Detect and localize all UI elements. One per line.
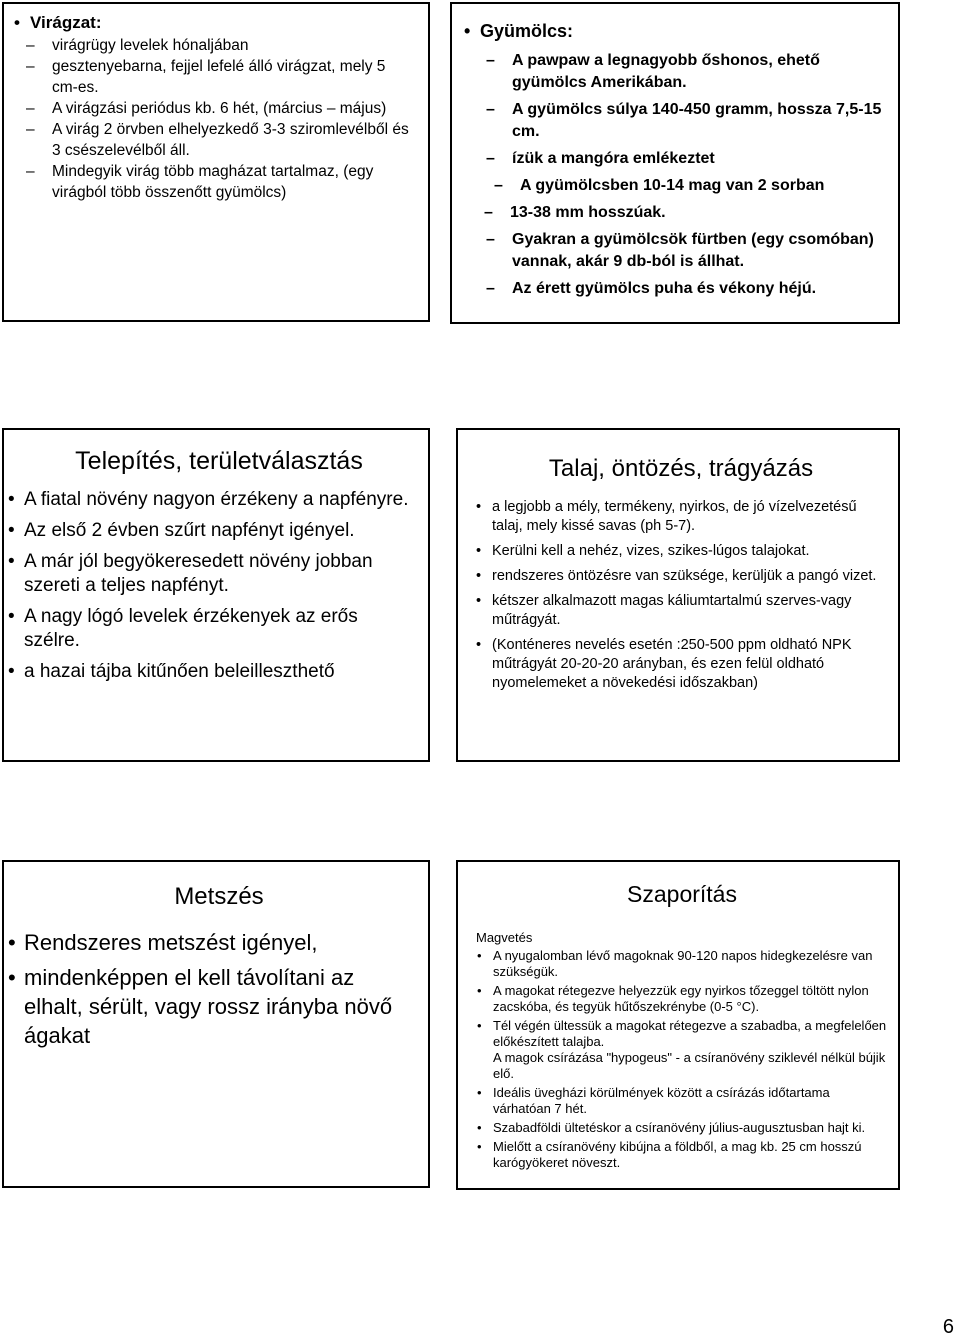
list-item: • (Konténeres nevelés esetén :250-500 ppm oldható NPK műtrágyát 20-20-20 arányban, és ezen felül oldható nyomelemeket a növekedési időszakban) [492, 636, 886, 693]
slide-title: Szaporítás [627, 881, 737, 907]
slide-metszes [2, 860, 430, 1188]
list-item: – Gyakran a gyümölcsök fürtben (egy csomóban) vannak, akár 9 db-ból is állhat. [512, 229, 884, 273]
list-item: – A pawpaw a legnagyobb őshonos, ehető gyümölcs Amerikában. [512, 50, 884, 94]
list-item: – A gyümölcs súlya 140-450 gramm, hossza 7,5-15 cm. [512, 99, 884, 143]
list-item: – A virág 2 örvben elhelyezkedő 3-3 sziromlevélből és 3 csészelevélből áll. [52, 119, 414, 161]
slide-gyumolcs [450, 2, 900, 324]
list-item: • Mielőtt a csíranövény kibújna a földből, a mag kb. 25 cm hosszú karógyökeret növeszt. [493, 1139, 888, 1171]
list-item: • a hazai tájba kitűnően beleilleszthető [24, 660, 414, 684]
list-item: – A gyümölcsben 10-14 mag van 2 sorban [520, 175, 884, 197]
list-item: – gesztenyebarna, fejjel lefelé álló virágzat, mely 5 cm-es. [52, 56, 414, 98]
list-item: • A már jól begyökeresedett növény jobban szereti a teljes napfényt. [24, 550, 414, 598]
list-item: • a legjobb a mély, termékeny, nyirkos, de jó vízelvezetésű talaj, mely kissé savas (ph 5-7). [492, 498, 886, 536]
list-item: – virágrügy levelek hónaljában [52, 35, 414, 56]
list-item-text: Tél végén ültessük a magokat rétegezve a szabadba, a megfelelően előkészített talajba. [493, 1018, 887, 1049]
slide-talaj [456, 428, 900, 762]
list-item: • A magokat rétegezve helyezzük egy nyirkos tőzeggel töltött nylon zacskóba, és tegyük hűtőszekrénybe (0-5 °C). [493, 983, 888, 1015]
list-item-note: A magok csírázása "hypogeus" - a csíranövény sziklevél nélkül bújik elő. [493, 1050, 886, 1081]
list-item: • kétszer alkalmazott magas káliumtartalmú szerves-vagy műtrágyát. [492, 592, 886, 630]
list-item: • rendszeres öntözésre van szüksége, kerüljük a pangó vizet. [492, 567, 886, 586]
list-item: – 13-38 mm hosszúak. [510, 202, 884, 224]
slide-szaporitas [456, 860, 900, 1190]
list-item: • Kerülni kell a nehéz, vizes, szikes-lúgos talajokat. [492, 542, 886, 561]
list-item: • A fiatal növény nagyon érzékeny a napfényre. [24, 488, 414, 512]
slide-heading: • Virágzat: [30, 12, 414, 33]
slide-title: Telepítés, területválasztás [75, 447, 363, 475]
list-item: – A virágzási periódus kb. 6 hét, (március – május) [52, 98, 414, 119]
list-item: • A nagy lógó levelek érzékenyek az erős szélre. [24, 605, 414, 653]
slide-title: Metszés [174, 883, 264, 910]
list-item: – Az érett gyümölcs puha és vékony héjú. [512, 278, 884, 300]
list-item: • Az első 2 évben szűrt napfényt igényel. [24, 519, 414, 543]
slide-telepites [2, 428, 430, 762]
page-number: 6 [942, 1316, 954, 1338]
slide-title: Talaj, öntözés, trágyázás [548, 455, 814, 482]
list-item: • Ideális üvegházi körülmények között a csírázás időtartama várhatóan 7 hét. [493, 1085, 888, 1117]
slide-viragzat [2, 2, 430, 322]
list-item: • Szabadföldi ültetéskor a csíranövény július-augusztusban hajt ki. [493, 1120, 888, 1136]
list-item: • A nyugalomban lévő magoknak 90-120 napos hidegkezelésre van szükségük. [493, 948, 888, 980]
list-item: – Mindegyik virág több magházat tartalmaz, (egy virágból több összenőtt gyümölcs) [52, 161, 414, 203]
list-item: • Rendszeres metszést igényel, [24, 928, 414, 957]
section-label: Magvetés [476, 930, 533, 945]
list-item: – ízük a mangóra emlékeztet [512, 148, 884, 170]
list-item: • mindenképpen el kell távolítani az elhalt, sérült, vagy rossz irányba növő ágakat [24, 963, 414, 1050]
list-item [493, 1018, 888, 1082]
slide-heading: • Gyümölcs: [480, 20, 884, 42]
